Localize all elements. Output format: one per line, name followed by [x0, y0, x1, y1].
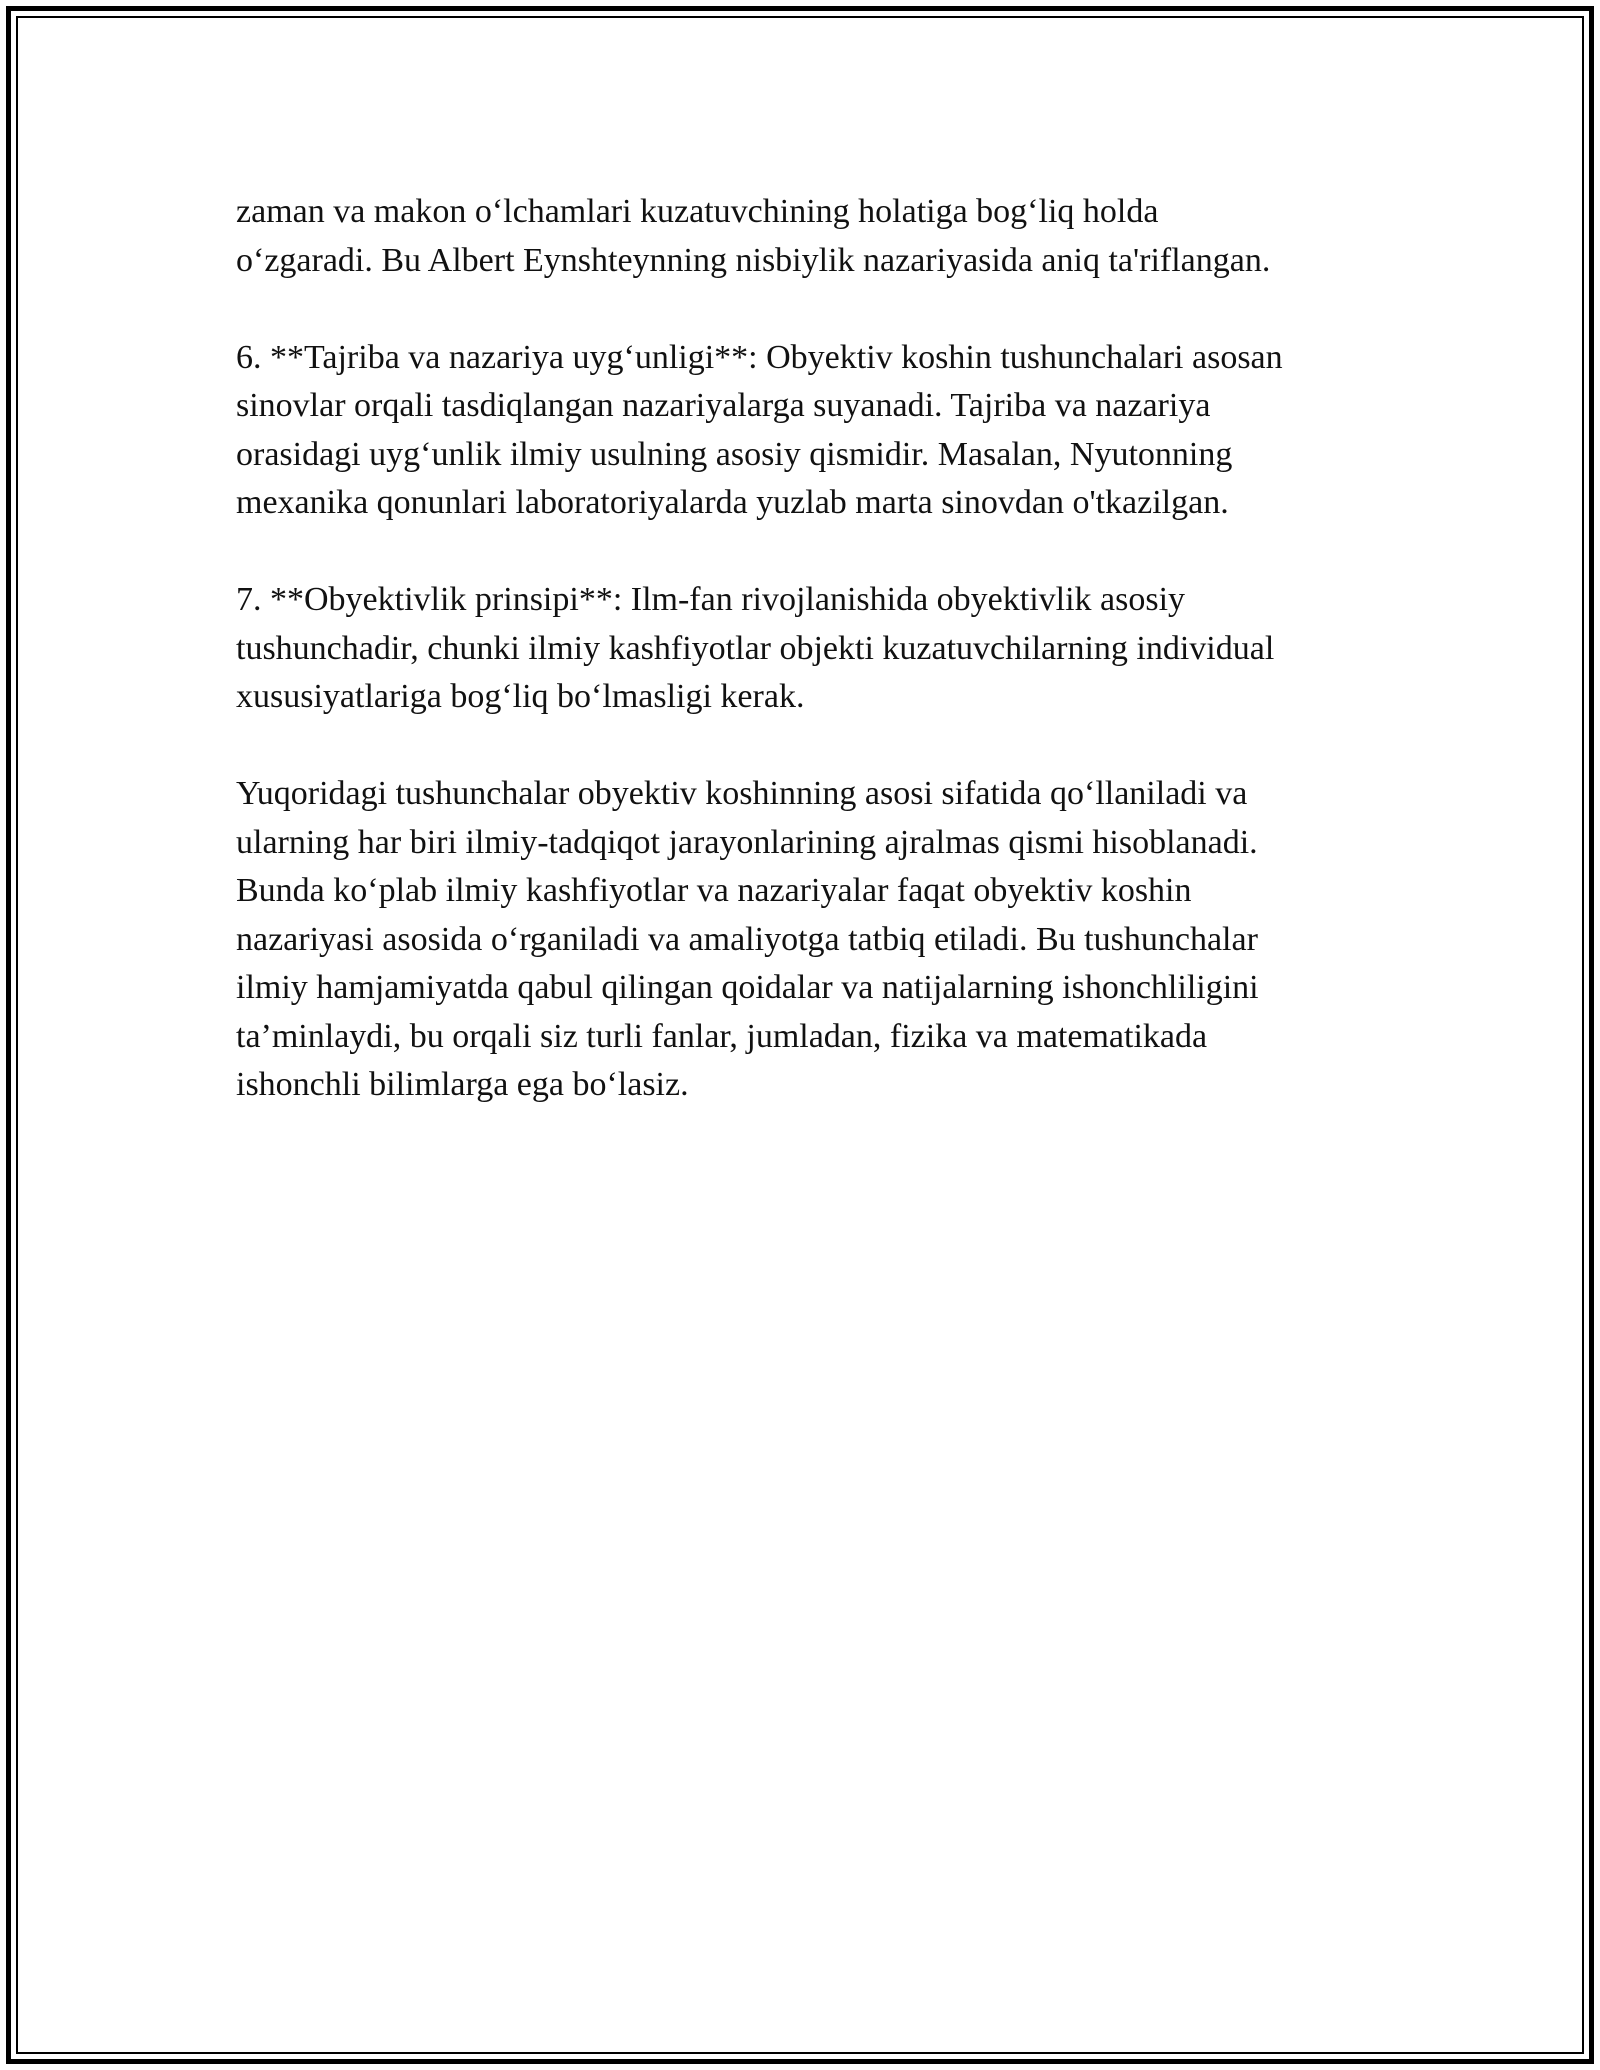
- paragraph-relativity-continuation: zaman va makon o‘lchamlari kuzatuvchining holatiga bog‘liq holda o‘zgaradi. Bu Albert Eynshteynning nisbiylik nazariyasida aniq ta'riflangan.: [236, 193, 1271, 279]
- document-body: [236, 188, 1386, 1158]
- paragraph-conclusion: Yuqoridagi tushunchalar obyektiv koshinning asosi sifatida qo‘llaniladi va ularning har biri ilmiy-tadqiqot jarayonlarining ajralmas qismi hisoblanadi. Bunda ko‘plab ilmiy kashfiyotlar va nazariyalar faqat obyektiv koshin nazariyasi asosida o‘rganiladi va amaliyotga tatbiq etiladi. Bu tushunchalar ilmiy hamjamiyatda qabul qilingan qoidalar va natijalarning ishonchliligini ta’minlaydi, bu orqali siz turli fanlar, jumladan, fizika va matematikada ishonchli bilimlarga ega bo‘lasiz.: [236, 775, 1259, 1103]
- paragraph-item-6: 6. **Tajriba va nazariya uyg‘unligi**: Obyektiv koshin tushunchalari asosan sinovlar orqali tasdiqlangan nazariyalarga suyanadi. Tajriba va nazariya orasidagi uyg‘unlik ilmiy usulning asosiy qismidir. Masalan, Nyutonning mexanika qonunlari laboratoriyalarda yuzlab marta sinovdan o'tkazilgan.: [236, 338, 1283, 521]
- paragraph-item-7: 7. **Obyektivlik prinsipi**: Ilm-fan rivojlanishida obyektivlik asosiy tushunchadir, chunki ilmiy kashfiyotlar objekti kuzatuvchilarning individual xususiyatlariga bog‘liq bo‘lmasligi kerak.: [236, 581, 1275, 715]
